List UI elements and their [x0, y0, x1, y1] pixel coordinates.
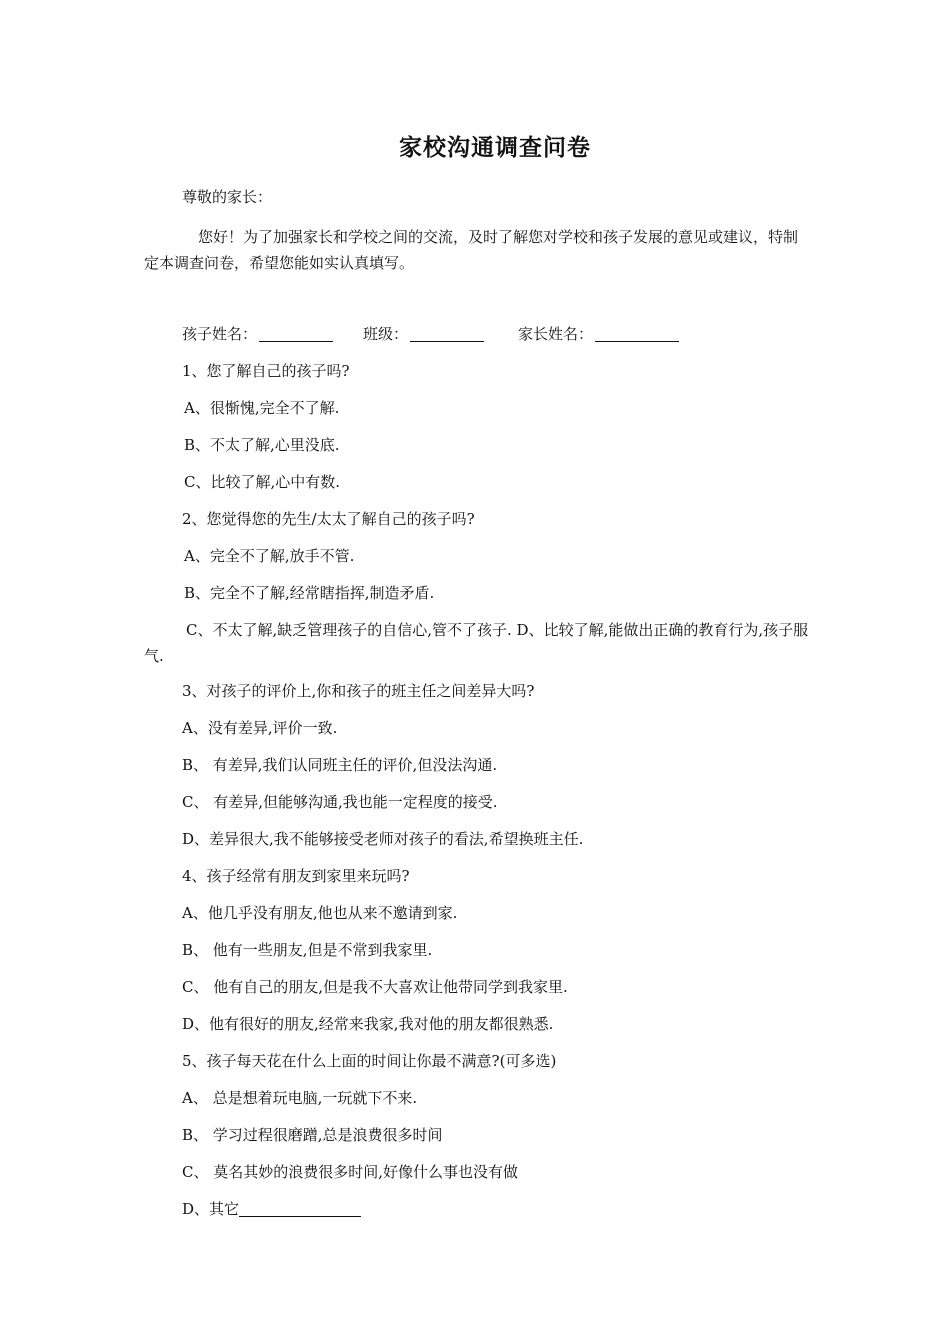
q3-option-a[interactable]: A、没有差异,评价一致.: [182, 719, 338, 737]
q4-option-b[interactable]: B、 他有一些朋友,但是不常到我家里.: [182, 941, 433, 959]
q2-option-b[interactable]: B、完全不了解,经常瞎指挥,制造矛盾.: [184, 584, 435, 602]
question-2: 2、您觉得您的先生/太太了解自己的孩子吗?: [182, 510, 475, 528]
q4-option-d[interactable]: D、他有很好的朋友,经常来我家,我对他的朋友都很熟悉.: [182, 1015, 554, 1033]
intro-paragraph: 您好！为了加强家长和学校之间的交流，及时了解您对学校和孩子发展的意见或建议，特制定本调查问卷，希望您能如实认真填写。: [144, 228, 799, 272]
q2-option-a[interactable]: A、完全不了解,放手不管.: [184, 547, 355, 565]
q5-option-d-label: D、其它: [182, 1200, 240, 1218]
q4-option-c[interactable]: C、 他有自己的朋友,但是我不大喜欢让他带同学到我家里.: [182, 978, 568, 996]
q5-option-d[interactable]: [182, 1199, 361, 1219]
question-5: 5、孩子每天花在什么上面的时间让你最不满意?(可多选): [182, 1052, 557, 1070]
q5-other-blank[interactable]: [239, 1200, 361, 1217]
class-label: 班级：: [363, 325, 409, 343]
salutation: 尊敬的家长：: [182, 188, 273, 206]
document-title: 家校沟通调查问卷: [399, 134, 591, 161]
q4-option-a[interactable]: A、他几乎没有朋友,他也从来不邀请到家.: [182, 904, 458, 922]
q2-option-c-d[interactable]: C、不太了解,缺乏管理孩子的自信心,管不了孩子. D、比较了解,能做出正确的教育行为,孩子服气.: [144, 621, 809, 665]
parent-name-label: 家长姓名：: [518, 325, 594, 343]
q3-option-b[interactable]: B、 有差异,我们认同班主任的评价,但没法沟通.: [182, 756, 498, 774]
class-blank[interactable]: [410, 325, 484, 342]
q1-option-b[interactable]: B、不太了解,心里没底.: [184, 436, 340, 454]
question-1: 1、您了解自己的孩子吗?: [182, 362, 350, 380]
child-name-blank[interactable]: [259, 325, 333, 342]
q3-option-d[interactable]: D、差异很大,我不能够接受老师对孩子的看法,希望换班主任.: [182, 830, 584, 848]
q3-option-c[interactable]: C、 有差异,但能够沟通,我也能一定程度的接受.: [182, 793, 498, 811]
child-name-label: 孩子姓名：: [182, 325, 258, 343]
q1-option-c[interactable]: C、比较了解,心中有数.: [184, 473, 341, 491]
q5-option-b[interactable]: B、 学习过程很磨蹭,总是浪费很多时间: [182, 1126, 443, 1144]
question-3: 3、对孩子的评价上,你和孩子的班主任之间差异大吗?: [182, 682, 535, 700]
q5-option-c[interactable]: C、 莫名其妙的浪费很多时间,好像什么事也没有做: [182, 1163, 519, 1181]
parent-name-blank[interactable]: [595, 325, 679, 342]
question-4: 4、孩子经常有朋友到家里来玩吗?: [182, 867, 410, 885]
q1-option-a[interactable]: A、很惭愧,完全不了解.: [184, 399, 340, 417]
info-row: [182, 324, 679, 344]
q5-option-a[interactable]: A、 总是想着玩电脑,一玩就下不来.: [182, 1089, 418, 1107]
